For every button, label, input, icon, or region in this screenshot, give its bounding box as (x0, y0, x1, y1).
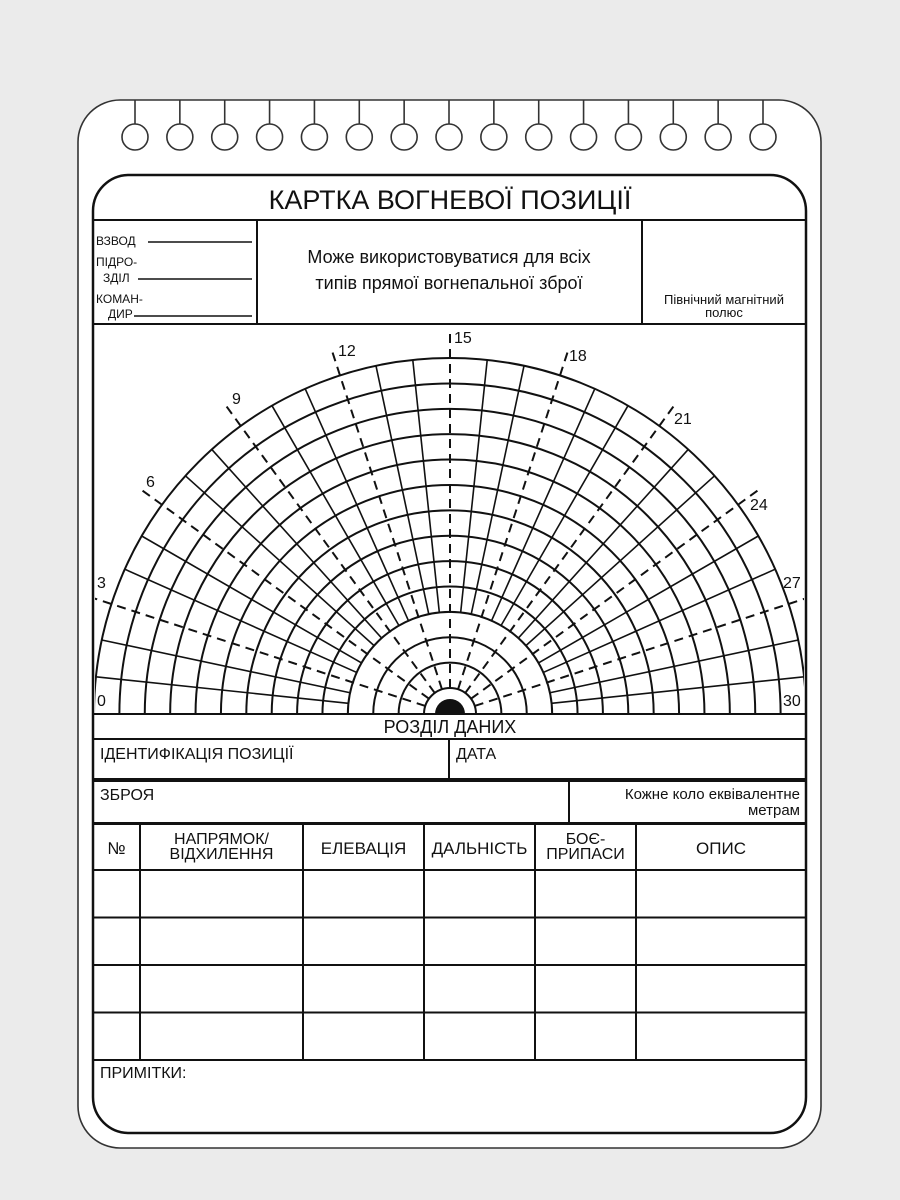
usage-note-line-2: типів прямої вогнепальної зброї (315, 273, 583, 293)
table-header-cell: № (107, 839, 126, 858)
binding-hole (257, 124, 283, 150)
binding-hole (122, 124, 148, 150)
table-header-cell: БОЄ- (565, 831, 606, 848)
sector-label: 9 (232, 391, 241, 408)
table-cell[interactable] (304, 966, 423, 1012)
table-cell[interactable] (141, 919, 302, 965)
table-cell[interactable] (94, 871, 139, 917)
north-label-line-1: Північний магнітний (664, 292, 784, 307)
circle-note-line-1: Кожне коло еквівалентне (624, 786, 800, 803)
sector-label: 30 (783, 693, 801, 710)
sector-label: 6 (146, 474, 155, 491)
table-cell[interactable] (637, 966, 805, 1012)
binding-hole (167, 124, 193, 150)
card-title: КАРТКА ВОГНЕВОЇ ПОЗИЦІЇ (268, 185, 632, 215)
table-cell[interactable] (425, 1014, 534, 1060)
binding-hole (615, 124, 641, 150)
binding-hole (526, 124, 552, 150)
binding-hole (436, 124, 462, 150)
table-cell[interactable] (637, 919, 805, 965)
table-cell[interactable] (637, 1014, 805, 1060)
date-label: ДАТА (456, 746, 497, 763)
table-cell[interactable] (536, 966, 635, 1012)
table-cell[interactable] (94, 966, 139, 1012)
binding-hole (571, 124, 597, 150)
commander-label-1: КОМАН- (96, 292, 143, 306)
binding-hole (346, 124, 372, 150)
commander-label-2: ДИР (108, 307, 133, 321)
table-cell[interactable] (304, 871, 423, 917)
table-cell[interactable] (425, 966, 534, 1012)
table-cell[interactable] (94, 919, 139, 965)
data-section-heading: РОЗДІЛ ДАНИХ (383, 717, 517, 737)
circle-note-line-2: метрам (747, 802, 800, 819)
table-header-cell: ЕЛЕВАЦІЯ (320, 839, 407, 858)
binding-hole (750, 124, 776, 150)
table-cell[interactable] (536, 871, 635, 917)
binding-hole (705, 124, 731, 150)
table-cell[interactable] (536, 1014, 635, 1060)
table-cell[interactable] (536, 919, 635, 965)
binding-hole (301, 124, 327, 150)
table-cell[interactable] (425, 871, 534, 917)
sector-label: 24 (750, 497, 768, 514)
table-header-cell: ОПИС (696, 839, 746, 858)
sector-label: 15 (454, 330, 472, 347)
table-cell[interactable] (425, 919, 534, 965)
sector-label: 3 (97, 575, 106, 592)
usage-note-line-1: Може використовуватися для всіх (307, 247, 591, 267)
table-header-cell: ВІДХИЛЕННЯ (169, 846, 274, 863)
sector-label: 18 (569, 348, 587, 365)
north-label-line-2: полюс (705, 305, 743, 320)
table-cell[interactable] (304, 919, 423, 965)
table-cell[interactable] (637, 871, 805, 917)
notes-label: ПРИМІТКИ: (100, 1065, 187, 1082)
sector-label: 0 (97, 693, 106, 710)
unit-label-1: ПІДРО- (96, 255, 138, 269)
table-cell[interactable] (141, 1014, 302, 1060)
sector-label: 27 (783, 575, 801, 592)
binding-hole (212, 124, 238, 150)
binding-hole (660, 124, 686, 150)
sector-label: 12 (338, 343, 356, 360)
platoon-label: ВЗВОД (96, 234, 136, 248)
table-cell[interactable] (141, 966, 302, 1012)
table-cell[interactable] (141, 871, 302, 917)
table-cell[interactable] (304, 1014, 423, 1060)
table-cell[interactable] (94, 1014, 139, 1060)
position-id-label: ІДЕНТИФІКАЦІЯ ПОЗИЦІЇ (100, 746, 294, 763)
table-header-cell: НАПРЯМОК/ (174, 831, 269, 848)
unit-label-2: ЗДІЛ (103, 271, 130, 285)
sector-label: 21 (674, 411, 692, 428)
binding-hole (481, 124, 507, 150)
binding-hole (391, 124, 417, 150)
table-header-cell: ПРИПАСИ (546, 846, 625, 863)
weapon-label: ЗБРОЯ (100, 787, 155, 804)
table-header-cell: ДАЛЬНІСТЬ (431, 839, 528, 858)
